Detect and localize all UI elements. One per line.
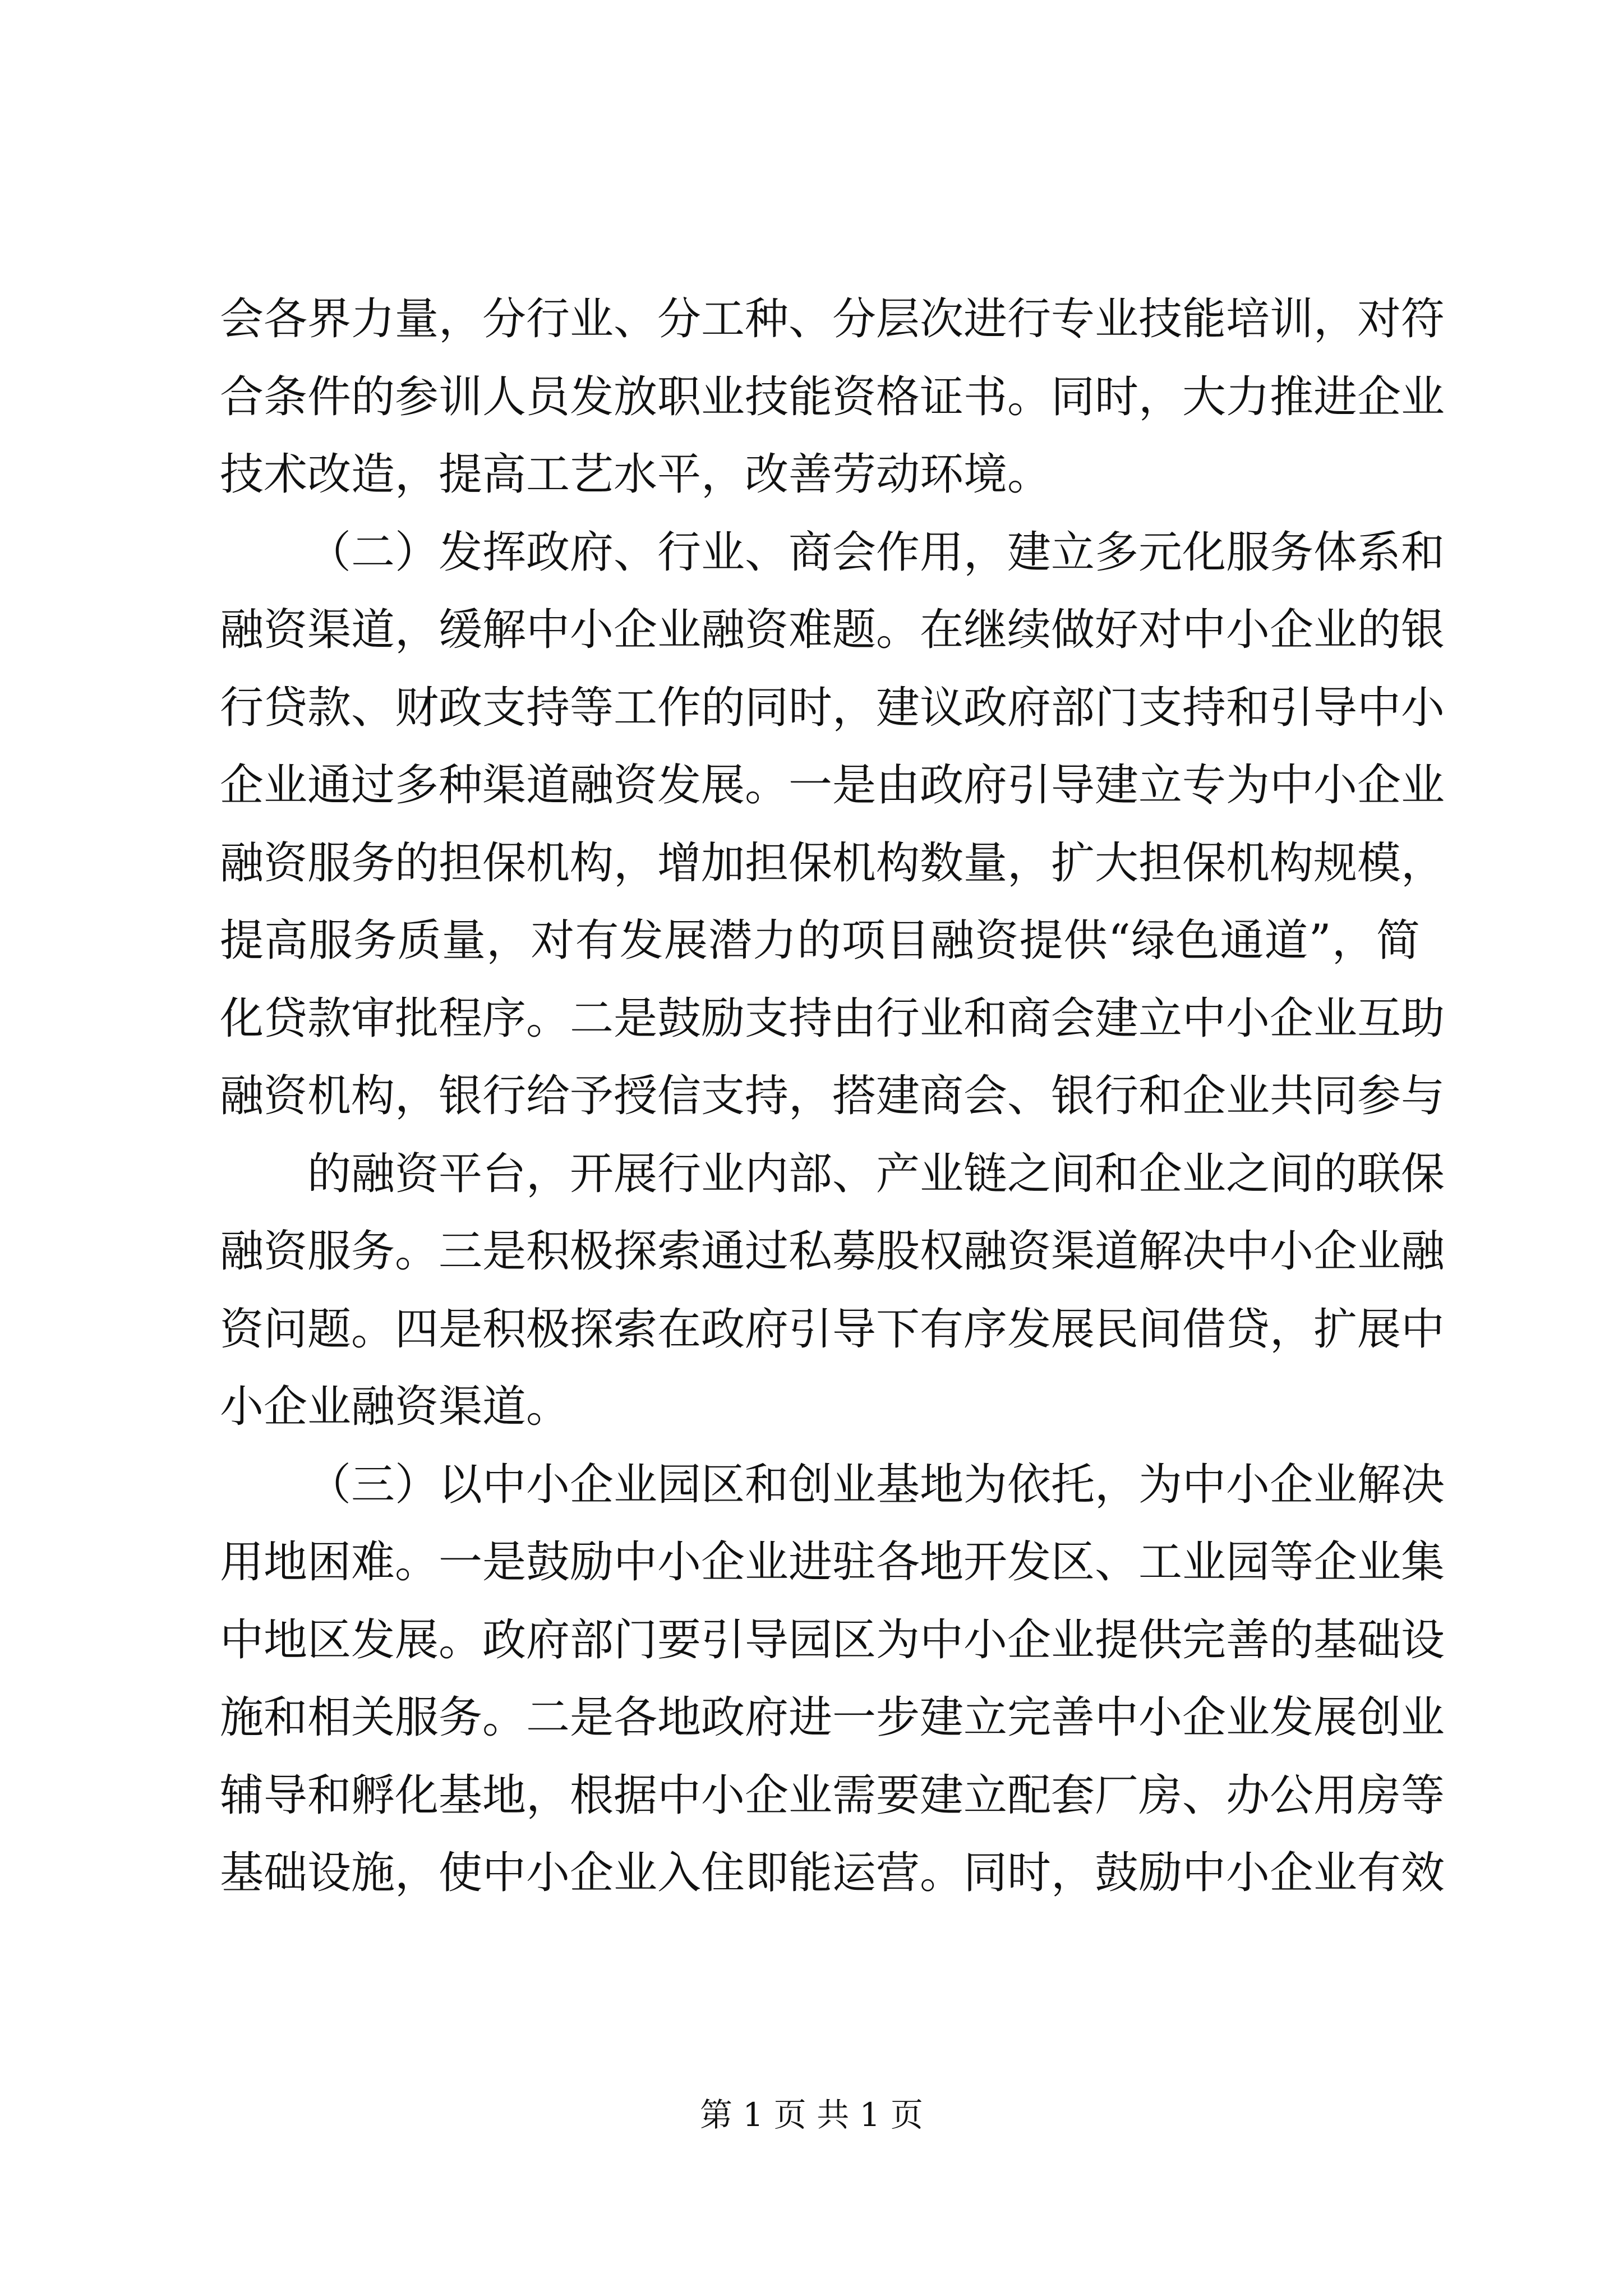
page-number-label: 第 1 页 共 1 页 (700, 2096, 923, 2134)
text-line: 资问题。四是积极探索在政府引导下有序发展民间借贷，扩展中 (220, 1304, 1445, 1355)
text-line: 融资渠道，缓解中小企业融资难题。在继续做好对中小企业的银 (220, 605, 1445, 655)
text-line: （三）以中小企业园区和创业基地为依托，为中小企业解决 (307, 1459, 1445, 1510)
text-line: 用地困难。一是鼓励中小企业进驻各地开发区、工业园等企业集 (220, 1537, 1445, 1588)
text-line: 中地区发展。政府部门要引导园区为中小企业提供完善的基础设 (220, 1614, 1445, 1665)
text-line: 小企业融资渠道。 (220, 1382, 570, 1432)
text-line: 化贷款审批程序。二是鼓励支持由行业和商会建立中小企业互助 (220, 993, 1445, 1044)
text-line: 合条件的参训人员发放职业技能资格证书。同时，大力推进企业 (220, 371, 1445, 422)
text-line: 提高服务质量，对有发展潜力的项目融资提供“绿色通道”，简 (220, 915, 1420, 966)
text-line: 融资服务的担保机构，增加担保机构数量，扩大担保机构规模， (220, 838, 1445, 889)
text-line: 技术改造，提高工艺水平，改善劳动环境。 (220, 449, 1052, 500)
text-line: 的融资平台，开展行业内部、产业链之间和企业之间的联保 (307, 1148, 1445, 1199)
text-line: 融资机构，银行给予授信支持，搭建商会、银行和企业共同参与 (220, 1071, 1445, 1121)
text-line: 企业通过多种渠道融资发展。一是由政府引导建立专为中小企业 (220, 760, 1445, 811)
text-line: 融资服务。三是积极探索通过私募股权融资渠道解决中小企业融 (220, 1226, 1445, 1277)
text-line: 会各界力量，分行业、分工种、分层次进行专业技能培训，对符 (220, 294, 1445, 344)
page-footer (0, 2092, 1623, 2137)
document-body (220, 280, 1445, 1912)
text-line: （二）发挥政府、行业、商会作用，建立多元化服务体系和 (307, 527, 1445, 578)
text-line: 基础设施，使中小企业入住即能运营。同时，鼓励中小企业有效 (220, 1848, 1445, 1898)
text-line: 行贷款、财政支持等工作的同时，建议政府部门支持和引导中小 (220, 682, 1445, 733)
text-line: 辅导和孵化基地，根据中小企业需要建立配套厂房、办公用房等 (220, 1770, 1445, 1821)
text-line: 施和相关服务。二是各地政府进一步建立完善中小企业发展创业 (220, 1692, 1445, 1743)
